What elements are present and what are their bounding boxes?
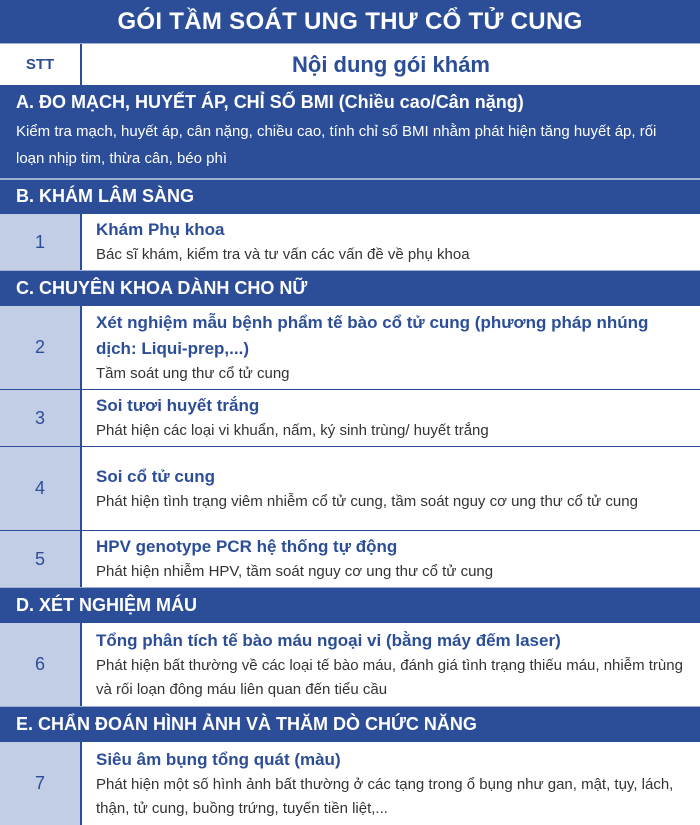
table-row xyxy=(0,446,700,530)
table-row xyxy=(0,389,700,446)
item-description: Bác sĩ khám, kiểm tra và tư vấn các vấn đề về phụ khoa xyxy=(96,246,470,263)
item-description: Tầm soát ung thư cổ tử cung xyxy=(96,364,290,382)
section-c-heading: C. CHUYÊN KHOA DÀNH CHO NỮ xyxy=(0,270,700,305)
row-number: 3 xyxy=(0,390,82,446)
item-title: Soi cổ tử cung xyxy=(96,466,216,486)
table-title: GÓI TẦM SOÁT UNG THƯ CỔ TỬ CUNG xyxy=(0,0,700,44)
row-number: 4 xyxy=(0,447,82,530)
item-description: Phát hiện bất thường về các loại tế bào máu, đánh giá tình trạng thiếu máu, nhiễm trùng và rối loạn đông máu liên quan đến tiểu cầu xyxy=(96,656,683,698)
item-title: Soi tươi huyết trắng xyxy=(96,396,260,415)
section-a-heading: A. ĐO MẠCH, HUYẾT ÁP, CHỈ SỐ BMI (Chiều cao/Cân nặng) xyxy=(0,86,700,118)
row-content xyxy=(82,531,700,587)
section-a xyxy=(0,86,700,179)
item-description: Phát hiện tình trạng viêm nhiễm cổ tử cung, tầm soát nguy cơ ung thư cổ tử cung xyxy=(96,492,638,510)
column-header-stt: STT xyxy=(0,44,82,85)
item-title: Tổng phân tích tế bào máu ngoại vi (bằng máy đếm laser) xyxy=(96,630,561,650)
row-content xyxy=(82,214,700,270)
item-description: Phát hiện các loại vi khuẩn, nấm, ký sinh trùng/ huyết trắng xyxy=(96,422,489,439)
table-row xyxy=(0,622,700,706)
row-number: 6 xyxy=(0,623,82,706)
item-title: Xét nghiệm mẫu bệnh phẩm tế bào cổ tử cung (phương pháp nhúng dịch: Liqui-prep,...) xyxy=(96,312,649,358)
item-description: Phát hiện nhiễm HPV, tầm soát nguy cơ ung thư cổ tử cung xyxy=(96,563,494,580)
column-header-content: Nội dung gói khám xyxy=(82,44,700,85)
table-row xyxy=(0,530,700,587)
row-content xyxy=(82,742,700,825)
section-d-heading: D. XÉT NGHIỆM MÁU xyxy=(0,587,700,622)
row-number: 5 xyxy=(0,531,82,587)
row-number: 2 xyxy=(0,306,82,389)
row-number: 7 xyxy=(0,742,82,825)
column-header-row xyxy=(0,44,700,86)
row-content xyxy=(82,623,700,706)
item-title: Siêu âm bụng tổng quát (màu) xyxy=(96,749,341,769)
table-row xyxy=(0,213,700,270)
item-title: Khám Phụ khoa xyxy=(96,220,225,239)
row-content xyxy=(82,447,700,530)
table-row xyxy=(0,305,700,389)
item-title: HPV genotype PCR hệ thống tự động xyxy=(96,537,398,556)
row-content xyxy=(82,390,700,446)
section-b-heading: B. KHÁM LÂM SÀNG xyxy=(0,179,700,213)
section-a-description: Kiểm tra mạch, huyết áp, cân nặng, chiều cao, tính chỉ số BMI nhằm phát hiện tăng huyết áp, rối loạn nhịp tim, thừa cân, béo phì xyxy=(0,118,700,178)
table-row xyxy=(0,741,700,825)
item-description: Phát hiện một số hình ảnh bất thường ở các tạng trong ổ bụng như gan, mật, tụy, lách, thận, tử cung, buồng trứng, tuyến tiền liệt,... xyxy=(96,775,674,817)
row-number: 1 xyxy=(0,214,82,270)
row-content xyxy=(82,306,700,389)
section-e-heading: E. CHẨN ĐOÁN HÌNH ẢNH VÀ THĂM DÒ CHỨC NĂNG xyxy=(0,706,700,741)
